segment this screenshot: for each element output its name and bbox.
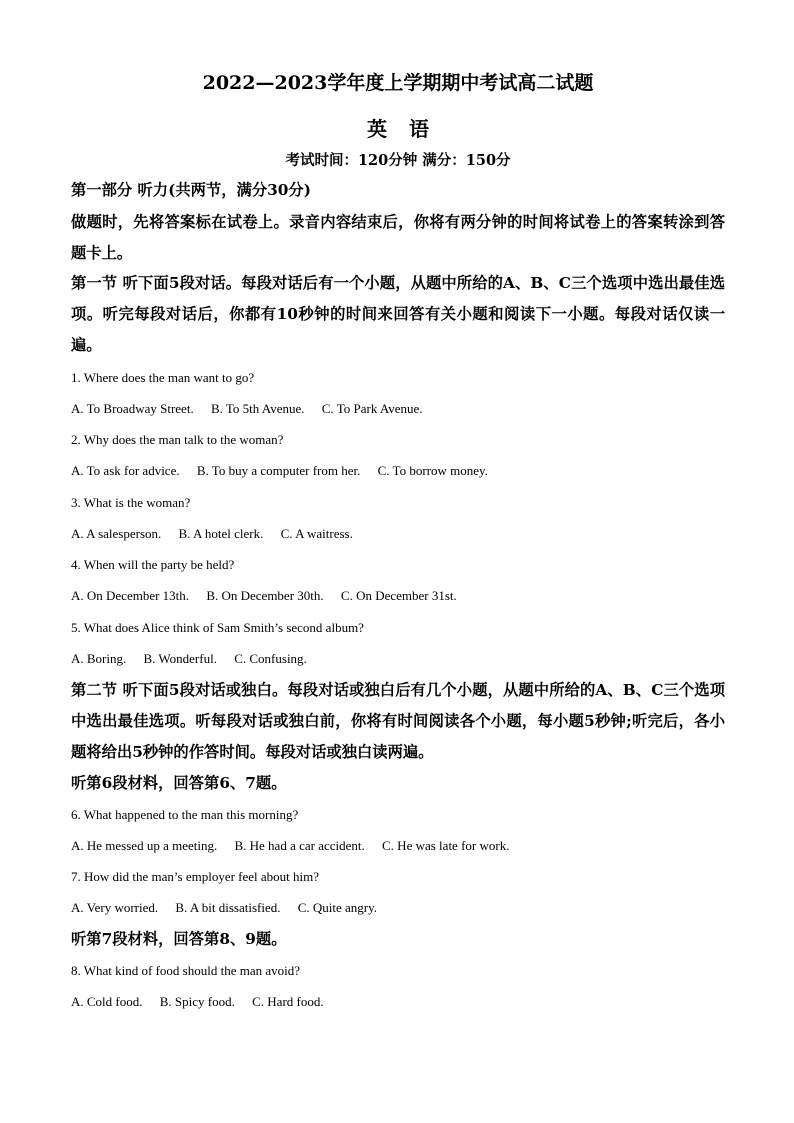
options-8 xyxy=(71,994,725,1010)
question-6: 6. What happened to the man this morning? xyxy=(71,807,299,822)
options-3 xyxy=(71,526,725,542)
question-7: 7. How did the man’s employer feel about him? xyxy=(71,869,320,884)
option-a[interactable]: A. Very worried. xyxy=(71,900,159,915)
option-c[interactable]: C. Quite angry. xyxy=(297,900,378,915)
option-a[interactable]: A. A salesperson. xyxy=(71,526,162,541)
option-b[interactable]: B. Wonderful. xyxy=(143,651,217,666)
question-1: 1. Where does the man want to go? xyxy=(71,370,255,385)
exam-info: 考试时间：120分钟 满分：150分 xyxy=(285,152,511,169)
options-6 xyxy=(71,838,725,854)
question-2: 2. Why does the man talk to the woman? xyxy=(71,432,284,447)
option-c[interactable]: C. To borrow money. xyxy=(377,463,488,478)
option-c[interactable]: C. A waitress. xyxy=(280,526,353,541)
question-3: 3. What is the woman? xyxy=(71,495,191,510)
option-c[interactable]: C. On December 31st. xyxy=(340,588,457,603)
options-2 xyxy=(71,463,725,479)
option-a[interactable]: A. He messed up a meeting. xyxy=(71,838,218,853)
option-a[interactable]: A. On December 13th. xyxy=(71,588,190,603)
option-a[interactable]: A. Cold food. xyxy=(71,994,143,1009)
options-4 xyxy=(71,588,725,604)
option-a[interactable]: A. Boring. xyxy=(71,651,127,666)
option-c[interactable]: C. To Park Avenue. xyxy=(321,401,423,416)
option-b[interactable]: B. He had a car accident. xyxy=(234,838,365,853)
question-8: 8. What kind of food should the man avoid? xyxy=(71,963,301,978)
section2-heading: 第二节 听下面5段对话或独白。每段对话或独白后有几个小题，从题中所给的A、B、C三个选项中选出最佳选项。听每段对话或独白前，你将有时间阅读各个小题，每小题5秒钟;听完后，各小题将给出5秒钟的作答时间。每段对话或独白读两遍。 xyxy=(71,681,725,761)
exam-title: 2022—2023学年度上学期期中考试高二试题 xyxy=(202,72,594,94)
option-a[interactable]: A. To Broadway Street. xyxy=(71,401,194,416)
part1-instruction: 做题时，先将答案标在试卷上。录音内容结束后，你将有两分钟的时间将试卷上的答案转涂到答题卡上。 xyxy=(71,213,725,262)
material-6-heading: 听第6段材料，回答第6、7题。 xyxy=(71,774,287,792)
option-b[interactable]: B. On December 30th. xyxy=(206,588,324,603)
option-b[interactable]: B. To buy a computer from her. xyxy=(196,463,361,478)
option-c[interactable]: C. He was late for work. xyxy=(382,838,510,853)
options-1 xyxy=(71,401,725,417)
option-b[interactable]: B. A hotel clerk. xyxy=(178,526,264,541)
option-b[interactable]: B. Spicy food. xyxy=(159,994,235,1009)
option-c[interactable]: C. Confusing. xyxy=(234,651,307,666)
option-a[interactable]: A. To ask for advice. xyxy=(71,463,180,478)
option-c[interactable]: C. Hard food. xyxy=(252,994,324,1009)
option-b[interactable]: B. A bit dissatisfied. xyxy=(175,900,281,915)
question-4: 4. When will the party be held? xyxy=(71,557,235,572)
section1-heading: 第一节 听下面5段对话。每段对话后有一个小题，从题中所给的A、B、C三个选项中选出最佳选项。听完每段对话后，你都有10秒钟的时间来回答有关小题和阅读下一小题。每段对话仅读一遍。 xyxy=(71,274,725,354)
options-5 xyxy=(71,651,725,667)
part1-heading: 第一部分 听力(共两节，满分30分) xyxy=(71,181,311,199)
option-b[interactable]: B. To 5th Avenue. xyxy=(210,401,305,416)
question-5: 5. What does Alice think of Sam Smith’s second album? xyxy=(71,620,364,635)
options-7 xyxy=(71,900,725,916)
material-7-heading: 听第7段材料，回答第8、9题。 xyxy=(71,930,287,948)
subject-title: 英语 xyxy=(367,117,451,141)
